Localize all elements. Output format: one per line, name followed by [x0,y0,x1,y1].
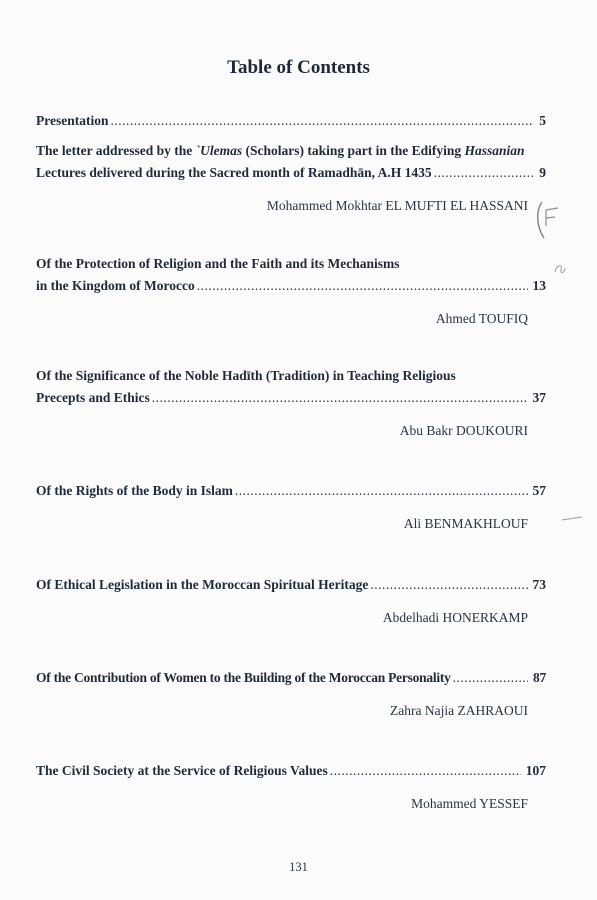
toc-line [36,387,546,409]
pencil-stroke-icon [560,514,584,522]
entry-author: Mohammed Mokhtar EL MUFTI EL HASSANI [266,198,528,213]
toc-line [36,760,546,782]
page-ref: 9 [539,165,546,180]
toc-line [36,574,546,596]
page-ref: 37 [532,390,546,405]
entry-author: Zahra Najia ZAHRAOUI [390,703,528,718]
entry-author: Ahmed TOUFIQ [435,311,528,326]
dot-leader [330,760,521,782]
entry-title: Of Ethical Legislation in the Moroccan Spiritual Heritage [36,577,369,592]
toc-entry-ethical[interactable] [36,574,546,626]
page-ref: 73 [532,577,546,592]
page-ref: 107 [525,763,546,778]
entry-title-cont: in the Kingdom of Morocco [36,278,195,293]
toc-line [36,365,546,387]
toc-line [36,667,546,689]
toc-line [36,162,546,184]
page-ref: 57 [532,483,546,498]
entry-title: Of the Protection of Religion and the Faith and its Mechanisms [36,256,400,271]
toc-entry-women[interactable] [36,667,546,719]
entry-title: The Civil Society at the Service of Religious Values [36,763,328,778]
page-ref: 87 [533,670,546,685]
dot-leader [235,480,528,502]
pencil-scribble-icon [552,262,568,276]
page-ref: 5 [539,113,546,128]
dot-leader [453,667,528,689]
entry-author: Abdelhadi HONERKAMP [382,610,528,625]
entry-title-cont: Lectures delivered during the Sacred month of Ramadhān, A.H 1435 [36,165,432,180]
toc-line [36,480,546,502]
toc-line [36,140,546,162]
dot-leader [370,574,527,596]
entry-title: Presentation [36,113,109,128]
page-ref: 13 [532,278,546,293]
entry-author: Ali BENMAKHLOUF [403,516,528,531]
toc-entry-rights[interactable] [36,480,546,532]
toc-line [36,275,546,297]
pencil-mark-icon [528,196,568,246]
dot-leader [197,275,528,297]
toc-entry-civil[interactable] [36,760,546,812]
entry-title: Of the Contribution of Women to the Building of the Moroccan Personality [36,670,451,685]
toc-entry-hadith[interactable] [36,365,546,439]
entry-title: The letter addressed by the `Ulemas (Scholars) taking part in the Edifying Hassanian [36,143,525,158]
entry-author: Abu Bakr DOUKOURI [399,423,528,438]
toc-entry-presentation[interactable] [36,110,546,132]
dot-leader [152,387,528,409]
entry-title-cont: Precepts and Ethics [36,390,150,405]
toc-entry-protection[interactable] [36,253,546,327]
dot-leader [434,162,535,184]
toc-line [36,253,546,275]
dot-leader [111,110,535,132]
entry-title: Of the Significance of the Noble Hadīth (Tradition) in Teaching Religious [36,368,456,383]
toc-entry-letter[interactable] [36,140,546,214]
page-number: 131 [289,860,308,874]
page-title: Table of Contents [227,57,370,78]
entry-author: Mohammed YESSEF [411,796,528,811]
toc-line [36,110,546,132]
entry-title: Of the Rights of the Body in Islam [36,483,233,498]
